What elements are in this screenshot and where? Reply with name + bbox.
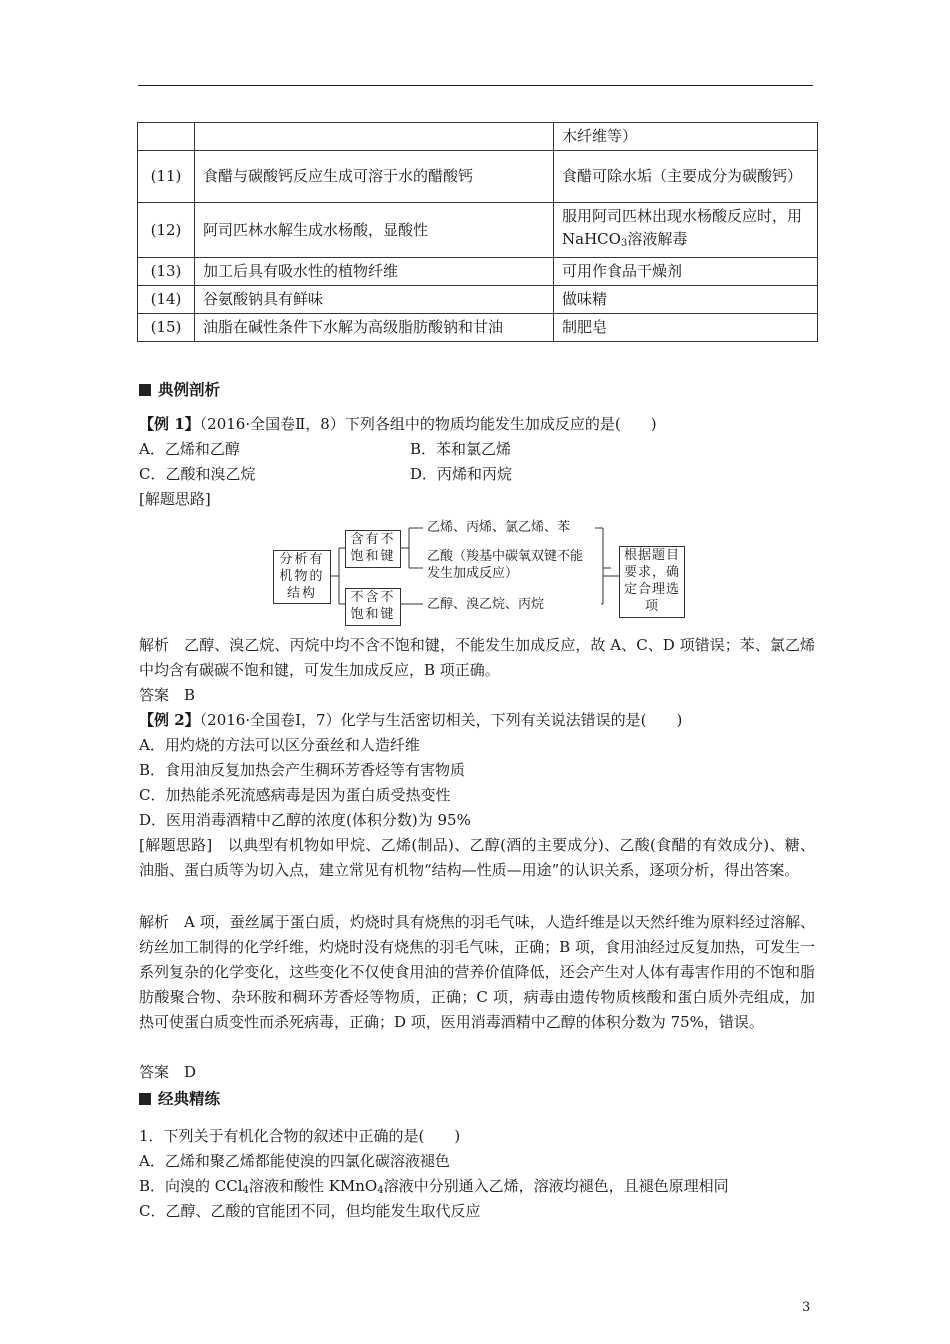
use-cell: 食醋可除水垢（主要成分为碳酸钙） xyxy=(554,151,818,203)
section-heading xyxy=(139,1087,220,1109)
property-cell: 食醋与碳酸钙反应生成可溶于水的醋酸钙 xyxy=(195,151,554,203)
example-tag: 【例 1】 xyxy=(139,415,200,433)
square-bullet-icon xyxy=(139,1093,151,1105)
example2-idea: [解题思路] 以典型有机物如甲烷、乙烯(制品)、乙醇(酒的主要成分)、乙酸(食醋的有效成分)、糖、油脂、蛋白质等为切入点，建立常见有机物“结构—性质—用途”的认识关系，逐项分析，得出答案。 xyxy=(139,836,815,879)
example2-stem xyxy=(139,708,815,733)
table-row xyxy=(138,123,818,151)
conclusion-box: 根据题目要求，确定合理选项 xyxy=(619,546,685,618)
example2-answer: 答案 D xyxy=(139,1063,197,1081)
row-number xyxy=(138,123,195,151)
subscript: 4 xyxy=(377,1185,384,1196)
has-unsaturated-bond-box: 含有不饱和键 xyxy=(345,530,401,568)
use-text: 服用阿司匹林出现水杨酸反应时，用 NaHCO xyxy=(562,207,803,248)
option-b: B．苯和氯乙烯 xyxy=(410,440,512,458)
diagram-item: 乙烯、丙烯、氯乙烯、苯 xyxy=(427,520,571,535)
table-row xyxy=(138,203,818,258)
option-a: A．乙烯和聚乙烯都能使溴的四氯化碳溶液褪色 xyxy=(139,1152,450,1170)
property-use-table xyxy=(137,122,818,342)
header-rule xyxy=(138,85,813,86)
option-c: C．乙酸和溴乙烷 xyxy=(139,465,256,483)
property-cell xyxy=(195,123,554,151)
row-number: (12) xyxy=(138,203,195,258)
option-a: A．用灼烧的方法可以区分蚕丝和人造纤维 xyxy=(139,736,420,754)
option-text: 溶液和酸性 KMnO xyxy=(248,1177,378,1195)
option-b: B．食用油反复加热会产生稠环芳香烃等有害物质 xyxy=(139,761,466,779)
option-d: D．丙烯和丙烷 xyxy=(410,465,513,483)
section-title: 经典精练 xyxy=(158,1090,221,1108)
diagram-item: 发生加成反应） xyxy=(427,566,519,581)
subscript: 4 xyxy=(242,1185,249,1196)
section-title: 典例剖析 xyxy=(158,381,221,399)
property-cell: 阿司匹林水解生成水杨酸，显酸性 xyxy=(195,203,554,258)
practice1-stem: 1．下列关于有机化合物的叙述中正确的是( ) xyxy=(139,1127,461,1145)
diagram-item: 乙酸（羧基中碳氧双键不能 xyxy=(427,549,584,564)
example1-answer: 答案 B xyxy=(139,686,196,704)
subscript: 3 xyxy=(620,238,628,249)
option-a: A．乙烯和乙醇 xyxy=(139,440,240,458)
structure-analysis-diagram xyxy=(273,520,693,632)
example1-stem xyxy=(139,412,815,437)
option-c: C．乙醇、乙酸的官能团不同，但均能发生取代反应 xyxy=(139,1202,481,1220)
row-number: (13) xyxy=(138,258,195,286)
analyze-structure-box: 分析有机物的结构 xyxy=(273,550,331,604)
table-row xyxy=(138,314,818,342)
row-number: (14) xyxy=(138,286,195,314)
option-c: C．加热能杀死流感病毒是因为蛋白质受热变性 xyxy=(139,786,451,804)
option-d: D．医用消毒酒精中乙醇的浓度(体积分数)为 95% xyxy=(139,811,471,829)
property-cell: 油脂在碱性条件下水解为高级脂肪酸钠和甘油 xyxy=(195,314,554,342)
table-row xyxy=(138,286,818,314)
row-number: (11) xyxy=(138,151,195,203)
diagram-item: 乙醇、溴乙烷、丙烷 xyxy=(427,597,545,612)
use-cell: 做味精 xyxy=(554,286,818,314)
example2-analysis: 解析 A 项，蚕丝属于蛋白质，灼烧时具有烧焦的羽毛气味，人造纤维是以天然纤维为原料经过溶解、纺丝加工制得的化学纤维，灼烧时没有烧焦的羽毛气味，正确；B 项，食用油经过反复加热，可发生一系列复杂的化学变化，这些变化不仅使食用油的营养价值降低，还会产生对人体有毒害作用的不饱和脂肪酸聚合物、杂环胺和稠环芳香烃等物质，正确；C 项，病毒由遗传物质核酸和蛋白质外壳组成，加热可使蛋白质变性而杀死病毒，正确；D 项，医用消毒酒精中乙醇的体积分数为 75%，错误。 xyxy=(139,913,815,1031)
use-text: 溶液解毒 xyxy=(627,230,688,248)
example1-analysis: 解析 乙醇、溴乙烷、丙烷中均不含不饱和键，不能发生加成反应，故 A、C、D 项错误；苯、氯乙烯中均含有碳碳不饱和键，可发生加成反应，B 项正确。 xyxy=(139,636,815,679)
question-text: （2016·全国卷Ⅱ，8）下列各组中的物质均能发生加成反应的是( ) xyxy=(199,415,657,433)
use-cell xyxy=(554,203,818,258)
no-unsaturated-bond-box: 不含不饱和键 xyxy=(345,588,401,626)
option-text: 溶液中分别通入乙烯，溶液均褪色，且褪色原理相同 xyxy=(383,1177,729,1195)
use-cell: 木纤维等） xyxy=(554,123,818,151)
square-bullet-icon xyxy=(139,384,151,396)
use-cell: 可用作食品干燥剂 xyxy=(554,258,818,286)
row-number: (15) xyxy=(138,314,195,342)
page-number: 3 xyxy=(802,1300,811,1315)
property-cell: 加工后具有吸水性的植物纤维 xyxy=(195,258,554,286)
property-cell: 谷氨酸钠具有鲜味 xyxy=(195,286,554,314)
table-row xyxy=(138,258,818,286)
option-text: B．向溴的 CCl xyxy=(139,1177,243,1195)
example-tag: 【例 2】 xyxy=(139,711,200,729)
use-cell: 制肥皂 xyxy=(554,314,818,342)
solution-idea-label: [解题思路] xyxy=(139,490,211,508)
section-heading xyxy=(139,378,220,400)
table-row xyxy=(138,151,818,203)
question-text: （2016·全国卷Ⅰ，7）化学与生活密切相关，下列有关说法错误的是( ) xyxy=(199,711,683,729)
